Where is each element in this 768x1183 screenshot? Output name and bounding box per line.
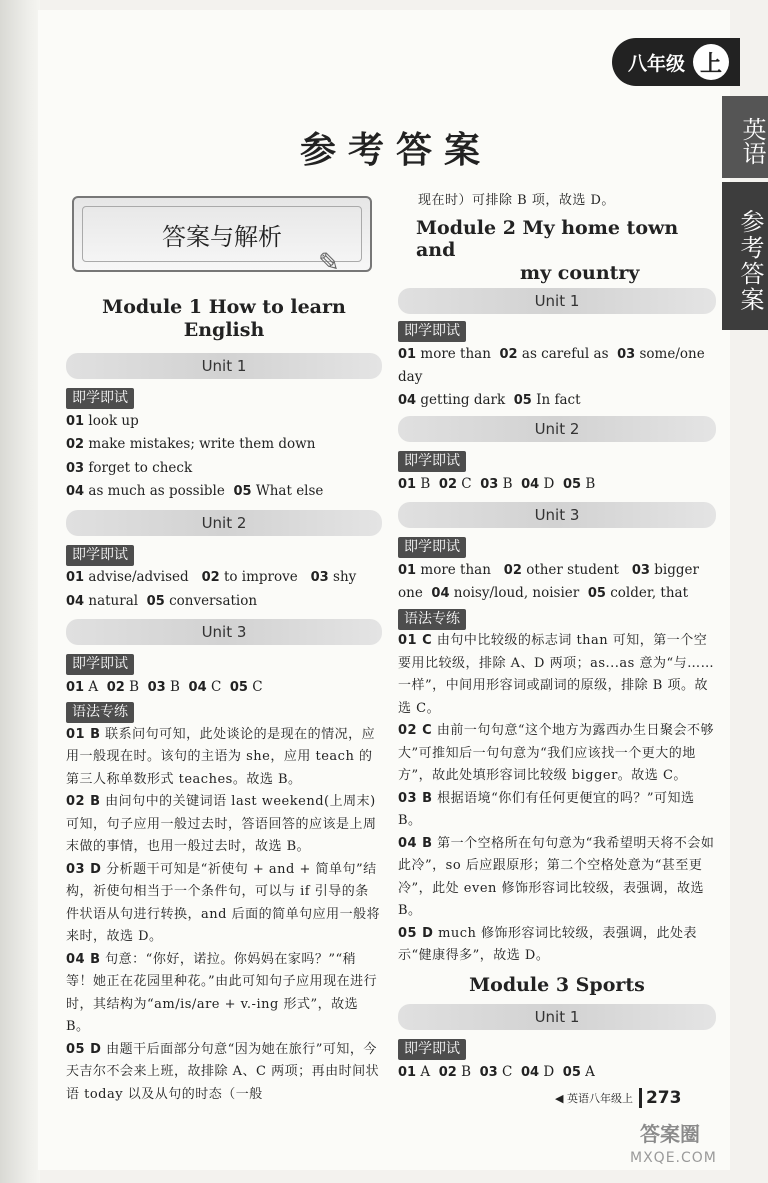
volume-badge: 上 bbox=[693, 44, 729, 80]
item-number: 04 bbox=[431, 586, 450, 601]
section-label: 即学即试 bbox=[398, 1039, 466, 1060]
item-number: 02 bbox=[201, 570, 220, 585]
item-number: 05 bbox=[146, 593, 165, 609]
explanation: 由句中比较级的标志词 than 可知，第一个空要用比较级，排除 A、D 两项；as...as 意为“与……一样”，中间用形容词或副词的原级，排除 B 项。故选 C。 bbox=[398, 633, 715, 716]
answer: more than bbox=[420, 345, 491, 362]
grade-label: 八年级 bbox=[628, 52, 686, 75]
explanation: 联系问句可知，此处谈论的是现在的情况，应用一般现在时。该句的主语为 she，应用 teach 的第三人称单数形式 teaches。故选 B。 bbox=[66, 726, 376, 787]
unit-3-bar: Unit 3 bbox=[398, 502, 716, 528]
answer: to improve bbox=[223, 569, 298, 585]
answer: as much as possible bbox=[88, 483, 225, 499]
module-1-title: Module 1 How to learn English bbox=[102, 296, 346, 341]
item-number: 01 bbox=[398, 1064, 417, 1080]
unit-2-bar: Unit 2 bbox=[66, 510, 382, 536]
answer: getting dark bbox=[420, 391, 506, 408]
answer: some/one day bbox=[398, 345, 705, 385]
item-number: 01 bbox=[398, 476, 417, 492]
answer: B bbox=[129, 678, 140, 695]
answer: forget to check bbox=[88, 459, 193, 476]
item-number: 03 bbox=[631, 562, 650, 578]
item-number: 03 bbox=[310, 570, 329, 585]
explanation: 句意：“你好，诺拉。你妈妈在家吗？”“稍等！她正在花园里种花。”由此可知句子应用现在进行时，其结构为“am/is/are + v.-ing 形式”，故选 B。 bbox=[66, 951, 378, 1034]
page-title: 参考答案 bbox=[300, 129, 493, 171]
section-label: 即学即试 bbox=[66, 654, 134, 675]
item-number: 03 bbox=[480, 476, 499, 492]
item-number: 04 bbox=[66, 593, 85, 609]
explanation: 由前一句句意“这个地方为露西办生日聚会不够大”可推知后一句句意为“我们应该找一个更大的地方”，故此处填形容词比较级 bigger。故选 C。 bbox=[398, 723, 714, 783]
item-number: 02 bbox=[106, 679, 125, 695]
unit-2-bar: Unit 2 bbox=[398, 416, 716, 442]
answer: C bbox=[252, 678, 263, 695]
module-3-title: Module 3 Sports bbox=[469, 973, 645, 996]
item-number: 05 bbox=[562, 476, 582, 492]
item-number: 04 bbox=[188, 679, 207, 695]
unit-3-bar: Unit 3 bbox=[66, 619, 382, 645]
subject-tab: 英语 bbox=[722, 96, 768, 178]
item-number: 03 B bbox=[398, 790, 433, 806]
item-number: 02 B bbox=[66, 794, 101, 809]
book-spine-shadow bbox=[0, 0, 40, 1183]
answer: bigger bbox=[654, 561, 699, 578]
item-number: 03 bbox=[617, 346, 636, 362]
answer: C bbox=[502, 1063, 513, 1080]
explanation: 根据语境“你们有任何更便宜的吗？”可知选 B。 bbox=[398, 790, 695, 828]
item-number: 03 bbox=[66, 460, 85, 476]
grade-tab bbox=[612, 38, 740, 86]
item-number: 01 bbox=[398, 346, 417, 362]
answer: B bbox=[502, 475, 513, 492]
banner-label: 答案与解析 bbox=[82, 206, 362, 262]
module-2-title: Module 2 My home town and bbox=[416, 216, 679, 261]
answer: colder, that bbox=[610, 585, 689, 601]
item-number: 02 C bbox=[398, 723, 433, 738]
item-number: 01 bbox=[398, 562, 417, 578]
item-number: 05 bbox=[562, 1064, 581, 1080]
section-label: 即学即试 bbox=[66, 388, 134, 409]
answer: C bbox=[461, 475, 472, 492]
continued-text: 现在时）可排除 B 项，故选 D。 bbox=[418, 193, 615, 208]
item-number: 03 D bbox=[66, 861, 102, 877]
answer: What else bbox=[255, 483, 324, 499]
item-number: 04 bbox=[398, 392, 417, 408]
answer: A bbox=[88, 678, 99, 695]
section-label: 即学即试 bbox=[398, 537, 466, 558]
answer: A bbox=[585, 1063, 595, 1080]
item-number: 02 bbox=[499, 346, 518, 362]
item-number: 01 C bbox=[398, 633, 433, 648]
section-label: 即学即试 bbox=[66, 545, 134, 566]
answer: advise/advised bbox=[88, 569, 189, 585]
left-column bbox=[66, 296, 382, 1106]
item-number: 05 bbox=[587, 586, 606, 601]
answer: make mistakes; write them down bbox=[88, 436, 316, 452]
item-number: 02 bbox=[503, 562, 522, 578]
watermark-url: MXQE.COM bbox=[630, 1150, 717, 1166]
item-number: 01 bbox=[66, 570, 85, 585]
item-number: 05 bbox=[513, 392, 532, 408]
item-number: 03 bbox=[479, 1064, 498, 1080]
paperclip-icon: ✎ bbox=[318, 248, 340, 278]
section-label: 语法专练 bbox=[66, 702, 134, 723]
answer: B bbox=[461, 1063, 472, 1080]
explanation: 第一个空格所在句句意为“我希望明天将不会如此冷”，so 后应跟原形；第二个空格处意为“甚至更冷”，此处 even 修饰形容词比较级，表强调，故选 B。 bbox=[398, 835, 715, 918]
item-number: 02 bbox=[438, 1064, 457, 1080]
item-number: 04 bbox=[521, 476, 540, 492]
answer: shy bbox=[333, 569, 357, 585]
section-label: 即学即试 bbox=[398, 321, 466, 342]
answer: look up bbox=[88, 412, 139, 429]
answer: B bbox=[170, 678, 180, 695]
unit-1-bar: Unit 1 bbox=[398, 1004, 716, 1030]
item-number: 01 bbox=[66, 679, 85, 695]
right-column bbox=[398, 190, 716, 1084]
item-number: 02 bbox=[66, 437, 85, 452]
unit-1-bar: Unit 1 bbox=[66, 353, 382, 379]
item-number: 05 D bbox=[66, 1041, 102, 1057]
answer: D bbox=[543, 1063, 555, 1080]
answer: C bbox=[210, 678, 222, 695]
item-number: 04 bbox=[520, 1064, 540, 1080]
item-number: 04 B bbox=[398, 835, 433, 851]
answer: one bbox=[398, 585, 423, 601]
answer: In fact bbox=[536, 391, 581, 408]
explanation: 分析题干可知是“祈使句 + and + 简单句”结构，祈使句相当于一个条件句，可以与 if 引导的条件状语从句进行转换，and 后面的简单句应用一般将来时，故选 D。 bbox=[66, 861, 381, 944]
page-footer bbox=[555, 1088, 681, 1108]
answer: as careful as bbox=[521, 345, 609, 362]
section-label: 即学即试 bbox=[398, 451, 466, 472]
item-number: 04 bbox=[66, 484, 85, 499]
item-number: 05 bbox=[233, 484, 252, 499]
answer: conversation bbox=[169, 592, 258, 609]
item-number: 03 bbox=[147, 679, 166, 695]
item-number: 01 bbox=[66, 413, 85, 429]
explanation: much 修饰形容词比较级，表强调，此处表示“健康得多”，故选 D。 bbox=[398, 925, 698, 963]
page-number: 273 bbox=[639, 1088, 682, 1108]
watermark-logo: 答案圈 bbox=[640, 1122, 700, 1146]
footer-book: 英语八年级上 bbox=[566, 1092, 633, 1105]
arrow-left-icon: ◀ bbox=[555, 1091, 567, 1105]
item-number: 04 B bbox=[66, 951, 101, 967]
explanation: 由问句中的关键词语 last weekend(上周末)可知，句子应用一般过去时，答语回答的应该是上周末做的事情，也用一般过去时，故选 B。 bbox=[66, 794, 377, 854]
section-tab: 参考答案 bbox=[722, 182, 768, 330]
answer: more than bbox=[420, 561, 491, 578]
answer: noisy/loud, noisier bbox=[453, 585, 580, 601]
item-number: 01 B bbox=[66, 726, 101, 742]
explanation: 由题干后面部分句意“因为她在旅行”可知，今天吉尔不会来上班，故排除 A、C 两项；再由时间状语 today 以及从句的时态（一般 bbox=[66, 1041, 380, 1102]
item-number: 05 bbox=[229, 679, 248, 695]
unit-1-bar: Unit 1 bbox=[398, 288, 716, 314]
section-label: 语法专练 bbox=[398, 609, 466, 630]
answer: A bbox=[420, 1063, 431, 1080]
module-2-title-cont: my country bbox=[520, 261, 640, 284]
answer: other student bbox=[526, 561, 619, 578]
answer: B bbox=[585, 475, 596, 492]
answer: B bbox=[420, 475, 431, 492]
answer: natural bbox=[88, 592, 139, 609]
item-number: 05 D bbox=[398, 925, 434, 941]
item-number: 02 bbox=[438, 476, 457, 492]
answer: D bbox=[543, 475, 555, 492]
